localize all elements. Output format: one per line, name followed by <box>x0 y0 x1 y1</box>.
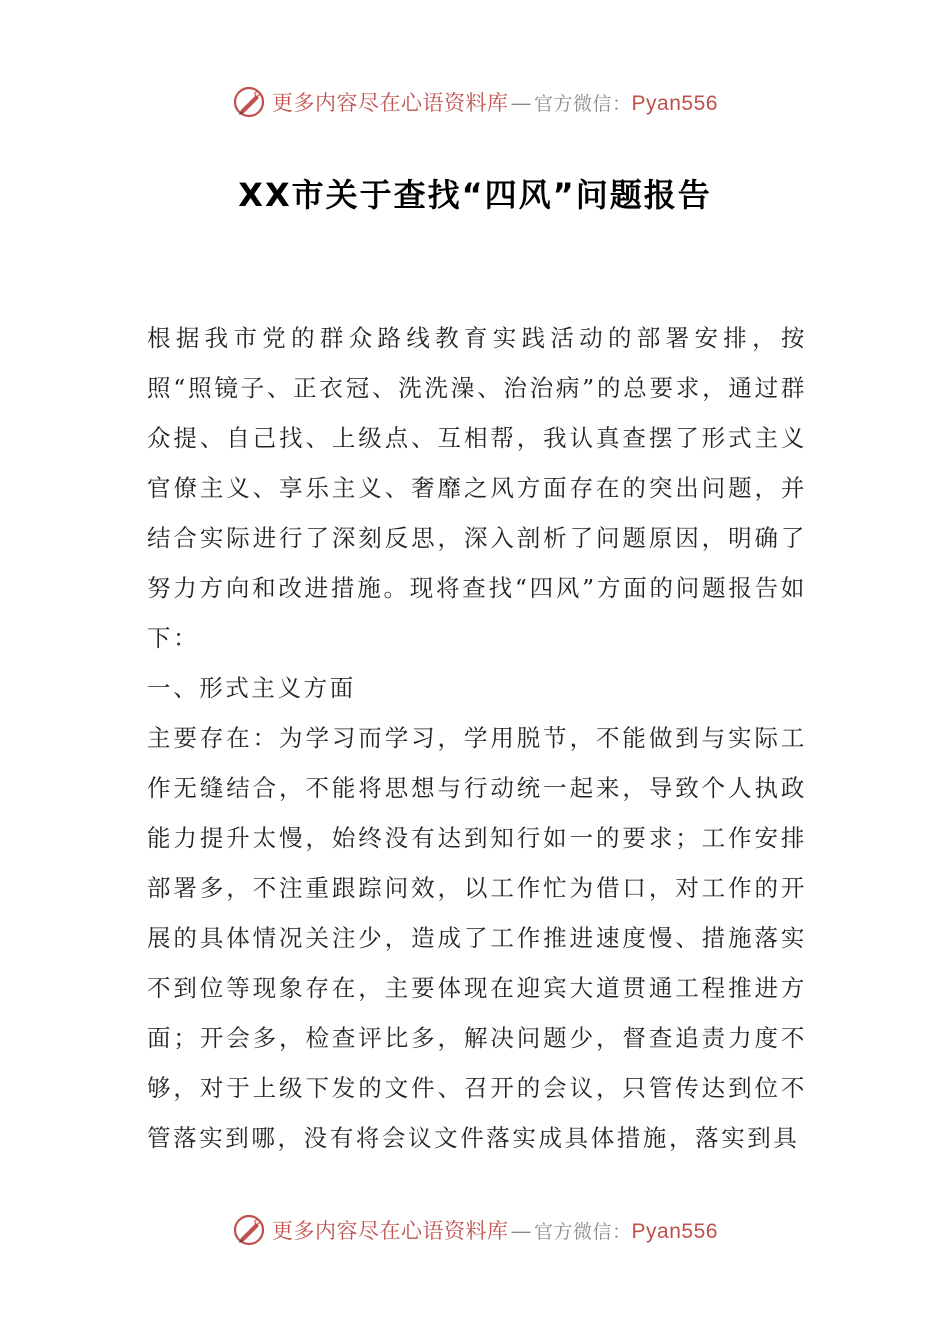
header-banner <box>0 82 950 122</box>
banner-text <box>272 1215 718 1245</box>
pen-circle-icon <box>232 85 266 119</box>
wechat-label: 官方微信： <box>534 1221 632 1243</box>
banner-separator: — <box>510 91 533 115</box>
document-body <box>147 313 807 1163</box>
wechat-label: 官方微信： <box>534 93 632 115</box>
section-heading: 一、形式主义方面 <box>147 674 356 702</box>
intro-paragraph: 根据我市党的群众路线教育实践活动的部署安排，按照“照镜子、正衣冠、洗洗澡、治治病”的总要求，通过群众提、自己找、上级点、互相帮，我认真查摆了形式主义官僚主义、享乐主义、奢靡之风方面存在的突出问题，并结合实际进行了深刻反思，深入剖析了问题原因，明确了努力方向和改进措施。现将查找“四风”方面的问题报告如下： <box>147 324 807 652</box>
banner-separator: — <box>510 1219 533 1243</box>
wechat-id: Pyan556 <box>631 92 718 115</box>
library-text: 更多内容尽在心语资料库 <box>272 91 509 115</box>
footer-banner <box>0 1210 950 1250</box>
banner-text <box>272 87 718 117</box>
wechat-id: Pyan556 <box>631 1220 718 1243</box>
document-title: XX市关于查找“四风”问题报告 <box>238 176 712 214</box>
library-text: 更多内容尽在心语资料库 <box>272 1219 509 1243</box>
pen-circle-icon <box>232 1213 266 1247</box>
body-paragraph: 主要存在：为学习而学习，学用脱节，不能做到与实际工作无缝结合，不能将思想与行动统一起来，导致个人执政能力提升太慢，始终没有达到知行如一的要求；工作安排部署多，不注重跟踪问效，以工作忙为借口，对工作的开展的具体情况关注少，造成了工作推进速度慢、措施落实不到位等现象存在，主要体现在迎宾大道贯通工程推进方面；开会多，检查评比多，解决问题少，督查追责力度不够，对于上级下发的文件、召开的会议，只管传达到位不管落实到哪，没有将会议文件落实成具体措施，落实到具 <box>147 724 807 1152</box>
